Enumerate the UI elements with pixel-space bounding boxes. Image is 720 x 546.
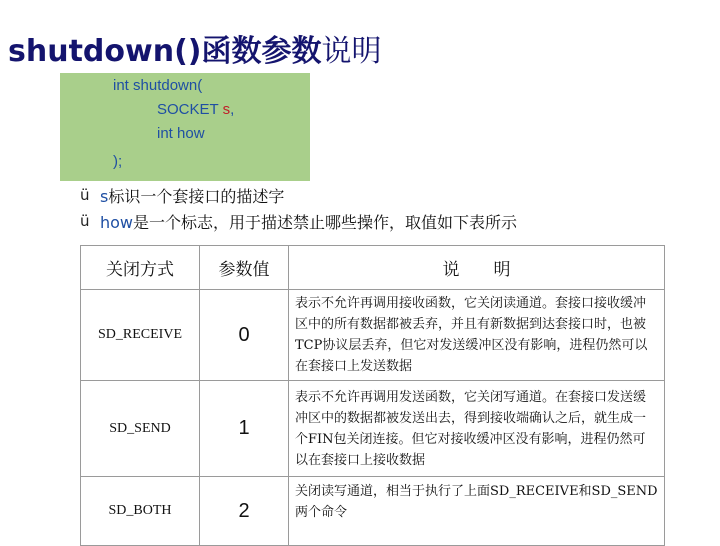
row-value: 1 (200, 381, 289, 477)
bullet-desc: 标识一个套接口的描述字 (108, 187, 285, 206)
table-row (81, 477, 665, 546)
row-value: 2 (200, 477, 289, 546)
code-line-1: int shutdown( (113, 77, 203, 94)
code-param: s (222, 101, 231, 118)
table-row (81, 290, 665, 381)
bullet-keyword: how (100, 213, 134, 232)
bullet-text (100, 184, 284, 207)
header-desc: 说 明 (289, 246, 665, 290)
code-line-2 (157, 101, 234, 118)
row-desc: 表示不允许再调用接收函数，它关闭读通道。套接口接收缓冲区中的所有数据都被丢弃，并且有新数据到达套接口时，也被TCP协议层丢弃，但它对发送缓冲区没有影响，进程仍然可以在套接口上发送数据 (289, 290, 665, 381)
bullet-desc: 是一个标志，用于描述禁止哪些操作，取值如下表所示 (133, 213, 518, 232)
params-table (80, 245, 665, 546)
table-row (81, 381, 665, 477)
bullet-keyword: s (100, 187, 109, 206)
params-table-wrap (80, 245, 665, 546)
bullet-text (100, 210, 517, 233)
code-type: SOCKET (157, 101, 223, 118)
left-band (0, 0, 60, 540)
check-icon: ü (80, 212, 90, 230)
row-desc: 关闭读写通道，相当于执行了上面SD_RECEIVE和SD_SEND两个命令 (289, 477, 665, 546)
row-desc: 表示不允许再调用发送函数，它关闭写通道。在套接口发送缓冲区中的数据都被发送出去，得到接收端确认之后，就生成一个FIN包关闭连接。但它对接收缓冲区没有影响，进程仍然可以在套接口上接收数据 (289, 381, 665, 477)
row-name: SD_SEND (81, 381, 200, 477)
page-title (8, 26, 382, 70)
code-block (60, 73, 310, 181)
code-line-4: ); (113, 153, 123, 170)
code-comma: , (230, 101, 235, 118)
code-line-3: int how (157, 125, 205, 142)
table-header-row (81, 246, 665, 290)
header-mode: 关闭方式 (81, 246, 200, 290)
row-name: SD_RECEIVE (81, 290, 200, 381)
row-value: 0 (200, 290, 289, 381)
title-bold: shutdown()函数参数 (8, 34, 322, 69)
check-icon: ü (80, 186, 90, 204)
row-name: SD_BOTH (81, 477, 200, 546)
title-normal: 说明 (321, 34, 382, 69)
header-value: 参数值 (200, 246, 289, 290)
